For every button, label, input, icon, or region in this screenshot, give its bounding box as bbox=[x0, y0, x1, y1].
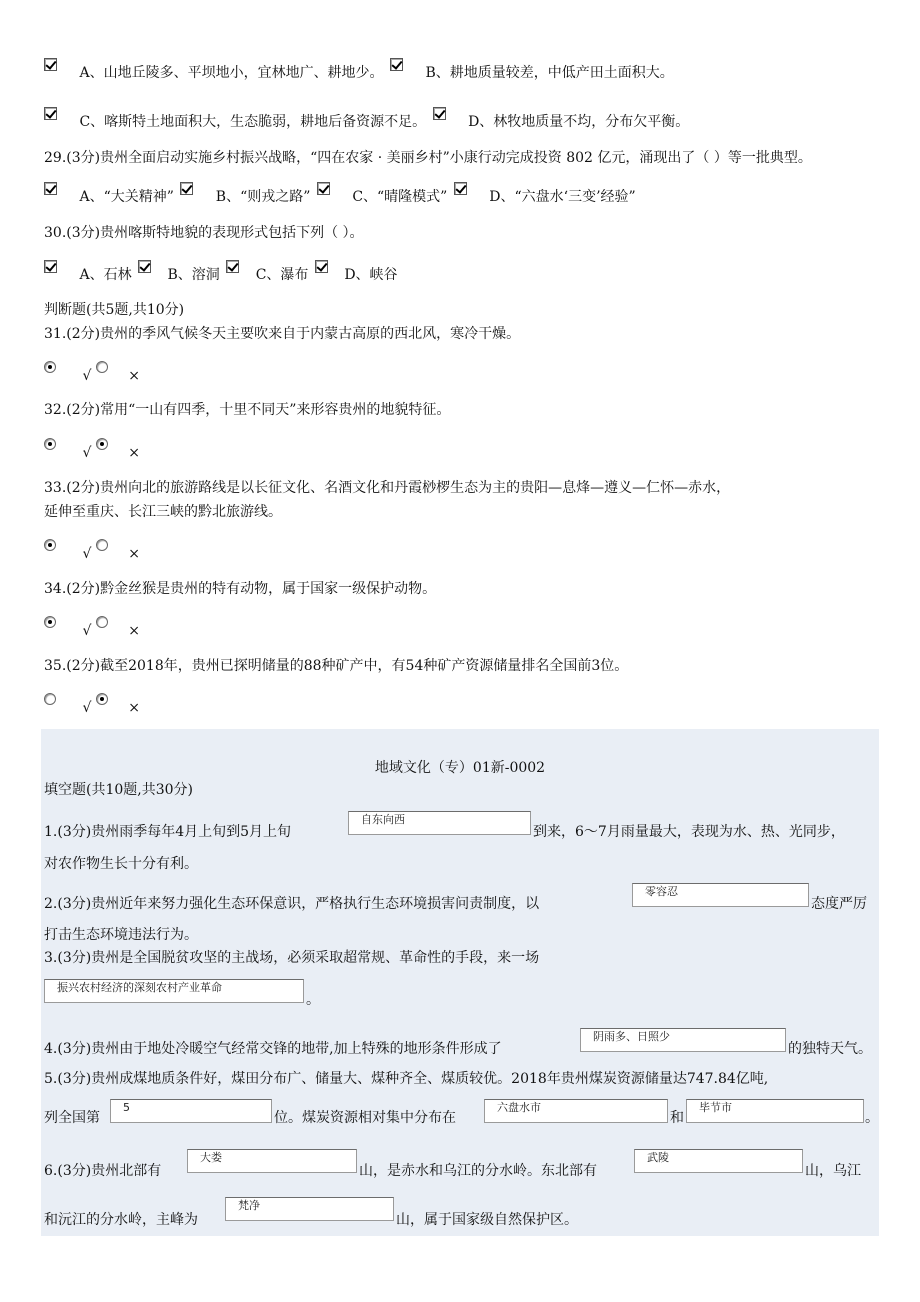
fill-q5-l2a: 列全国第 bbox=[44, 1110, 100, 1126]
q28-option-d: D、林牧地质量不均，分布欠平衡。 bbox=[468, 114, 690, 130]
false-mark: × bbox=[128, 546, 141, 562]
fill-q4-post: 的独特天气。 bbox=[788, 1041, 872, 1057]
q28-option-a: A、山地丘陵多、平坝地小，宜林地广、耕地少。 bbox=[79, 65, 384, 81]
radio-q34-true[interactable] bbox=[44, 616, 56, 628]
checkbox-q30-d[interactable] bbox=[315, 260, 328, 273]
checkbox-q29-c[interactable] bbox=[317, 182, 330, 195]
q29-option-c: C、“晴隆模式” bbox=[352, 189, 448, 205]
fill-q5-input-region2[interactable]: 毕节市 bbox=[686, 1099, 864, 1123]
q29-option-a: A、“大关精神” bbox=[79, 189, 174, 205]
exam-panel bbox=[41, 729, 879, 1236]
fill-q6-input-north[interactable]: 大娄 bbox=[187, 1149, 357, 1173]
fill-q1-input[interactable]: 自东向西 bbox=[348, 811, 531, 835]
true-mark: √ bbox=[82, 368, 92, 384]
fill-q6-mid: 山，是赤水和乌江的分水岭。东北部有 bbox=[359, 1163, 597, 1179]
fill-q2-post: 态度严厉 bbox=[811, 896, 867, 912]
checkbox-q28-b[interactable] bbox=[390, 58, 403, 71]
checkbox-q30-a[interactable] bbox=[44, 260, 57, 273]
fill-q6-post: 山，乌江 bbox=[805, 1163, 861, 1179]
q29-options bbox=[44, 188, 638, 206]
fill-q6-l2b: 山，属于国家级自然保护区。 bbox=[396, 1212, 578, 1228]
radio-q33-true[interactable] bbox=[44, 539, 56, 551]
q32-choices bbox=[44, 444, 140, 462]
fill-header: 填空题(共10题,共30分) bbox=[44, 782, 194, 798]
q30-option-d: D、峡谷 bbox=[344, 267, 398, 283]
radio-q32-true[interactable] bbox=[44, 438, 56, 450]
q31-text: 31.(2分)贵州的季风气候冬天主要吹来自于内蒙古高原的西北风，寒冷干燥。 bbox=[44, 326, 521, 342]
fill-q1-pre: 1.(3分)贵州雨季每年4月上旬到5月上旬 bbox=[44, 824, 292, 840]
fill-q5-l2b: 位。煤炭资源相对集中分布在 bbox=[274, 1110, 456, 1126]
radio-q31-true[interactable] bbox=[44, 361, 56, 373]
fill-q2-pre: 2.(3分)贵州近年来努力强化生态环保意识，严格执行生态环境损害问责制度，以 bbox=[44, 896, 540, 912]
q30-options bbox=[44, 266, 400, 284]
fill-q5-l2c: 和 bbox=[670, 1110, 684, 1126]
q35-choices bbox=[44, 699, 140, 717]
fill-q3-post: 。 bbox=[306, 992, 320, 1008]
fill-q4-input[interactable]: 阴雨多、日照少 bbox=[580, 1028, 786, 1052]
q29-text: 29.(3分)贵州全面启动实施乡村振兴战略，“四在农家 · 美丽乡村”小康行动完成投资 802 亿元，涌现出了（ ）等一批典型。 bbox=[44, 150, 812, 166]
fill-q6-l2a: 和沅江的分水岭，主峰为 bbox=[44, 1212, 198, 1228]
q33-text-line2: 延伸至重庆、长江三峡的黔北旅游线。 bbox=[44, 504, 282, 520]
q30-text: 30.(3分)贵州喀斯特地貌的表现形式包括下列（ ）。 bbox=[44, 225, 364, 241]
q30-option-c: C、瀑布 bbox=[255, 267, 309, 283]
q28-row-1 bbox=[44, 64, 676, 82]
fill-q3-pre: 3.(3分)贵州是全国脱贫攻坚的主战场，必须采取超常规、革命性的手段，来一场 bbox=[44, 950, 540, 966]
radio-q35-false[interactable] bbox=[96, 693, 108, 705]
fill-q5-l2d: 。 bbox=[865, 1110, 879, 1126]
fill-q6-input-peak[interactable]: 梵净 bbox=[225, 1197, 394, 1221]
false-mark: × bbox=[128, 623, 141, 639]
fill-q6-pre: 6.(3分)贵州北部有 bbox=[44, 1163, 162, 1179]
false-mark: × bbox=[128, 368, 141, 384]
checkbox-q30-c[interactable] bbox=[226, 260, 239, 273]
radio-q34-false[interactable] bbox=[96, 616, 108, 628]
q28-option-c: C、喀斯特土地面积大，生态脆弱，耕地后备资源不足。 bbox=[79, 114, 427, 130]
checkbox-q28-c[interactable] bbox=[44, 107, 57, 120]
checkbox-q29-b[interactable] bbox=[180, 182, 193, 195]
false-mark: × bbox=[128, 700, 141, 716]
checkbox-q29-d[interactable] bbox=[454, 182, 467, 195]
judge-header: 判断题(共5题,共10分) bbox=[44, 302, 185, 318]
q29-option-d: D、“六盘水‘三变’经验” bbox=[489, 189, 636, 205]
checkbox-q30-b[interactable] bbox=[138, 260, 151, 273]
radio-q32-false[interactable] bbox=[96, 438, 108, 450]
q33-text-line1: 33.(2分)贵州向北的旅游路线是以长征文化、名酒文化和丹霞桫椤生态为主的贵阳—息烽—遵义—仁怀—赤水， bbox=[44, 480, 731, 496]
fill-q3-input[interactable]: 振兴农村经济的深刻农村产业革命 bbox=[44, 979, 304, 1003]
fill-q1-line2: 对农作物生长十分有利。 bbox=[44, 856, 198, 872]
radio-q35-true[interactable] bbox=[44, 693, 56, 705]
q33-choices bbox=[44, 545, 140, 563]
fill-q4-pre: 4.(3分)贵州由于地处冷暖空气经常交锋的地带,加上特殊的地形条件形成了 bbox=[44, 1041, 502, 1057]
true-mark: √ bbox=[82, 546, 92, 562]
q30-option-a: A、石林 bbox=[79, 267, 132, 283]
radio-q31-false[interactable] bbox=[96, 361, 108, 373]
q34-choices bbox=[44, 622, 140, 640]
q34-text: 34.(2分)黔金丝猴是贵州的特有动物，属于国家一级保护动物。 bbox=[44, 581, 437, 597]
q31-choices bbox=[44, 367, 140, 385]
fill-q5-pre: 5.(3分)贵州成煤地质条件好，煤田分布广、储量大、煤种齐全、煤质较优。2018年贵州煤炭资源储量达747.84亿吨, bbox=[44, 1071, 769, 1087]
true-mark: √ bbox=[82, 445, 92, 461]
fill-q2-line2: 打击生态环境违法行为。 bbox=[44, 927, 198, 943]
q28-option-b: B、耕地质量较差，中低产田土面积大。 bbox=[425, 65, 674, 81]
checkbox-q28-d[interactable] bbox=[433, 107, 446, 120]
true-mark: √ bbox=[82, 700, 92, 716]
q29-option-b: B、“则戎之路” bbox=[215, 189, 311, 205]
fill-q1-post: 到来，6～7月雨量最大，表现为水、热、光同步， bbox=[533, 824, 845, 840]
q35-text: 35.(2分)截至2018年，贵州已探明储量的88种矿产中，有54种矿产资源储量排名全国前3位。 bbox=[44, 658, 629, 674]
q30-option-b: B、溶洞 bbox=[167, 267, 220, 283]
q32-text: 32.(2分)常用“一山有四季，十里不同天”来形容贵州的地貌特征。 bbox=[44, 402, 451, 418]
checkbox-q29-a[interactable] bbox=[44, 182, 57, 195]
radio-q33-false[interactable] bbox=[96, 539, 108, 551]
fill-q6-input-northeast[interactable]: 武陵 bbox=[634, 1149, 803, 1173]
fill-q5-input-rank[interactable]: 5 bbox=[110, 1099, 272, 1123]
fill-q2-input[interactable]: 零容忍 bbox=[632, 883, 809, 907]
fill-q5-input-region1[interactable]: 六盘水市 bbox=[484, 1099, 668, 1123]
false-mark: × bbox=[128, 445, 141, 461]
true-mark: √ bbox=[82, 623, 92, 639]
checkbox-q28-a[interactable] bbox=[44, 58, 57, 71]
exam-title: 地域文化（专）01新-0002 bbox=[374, 760, 546, 776]
q28-row-2 bbox=[44, 113, 691, 131]
